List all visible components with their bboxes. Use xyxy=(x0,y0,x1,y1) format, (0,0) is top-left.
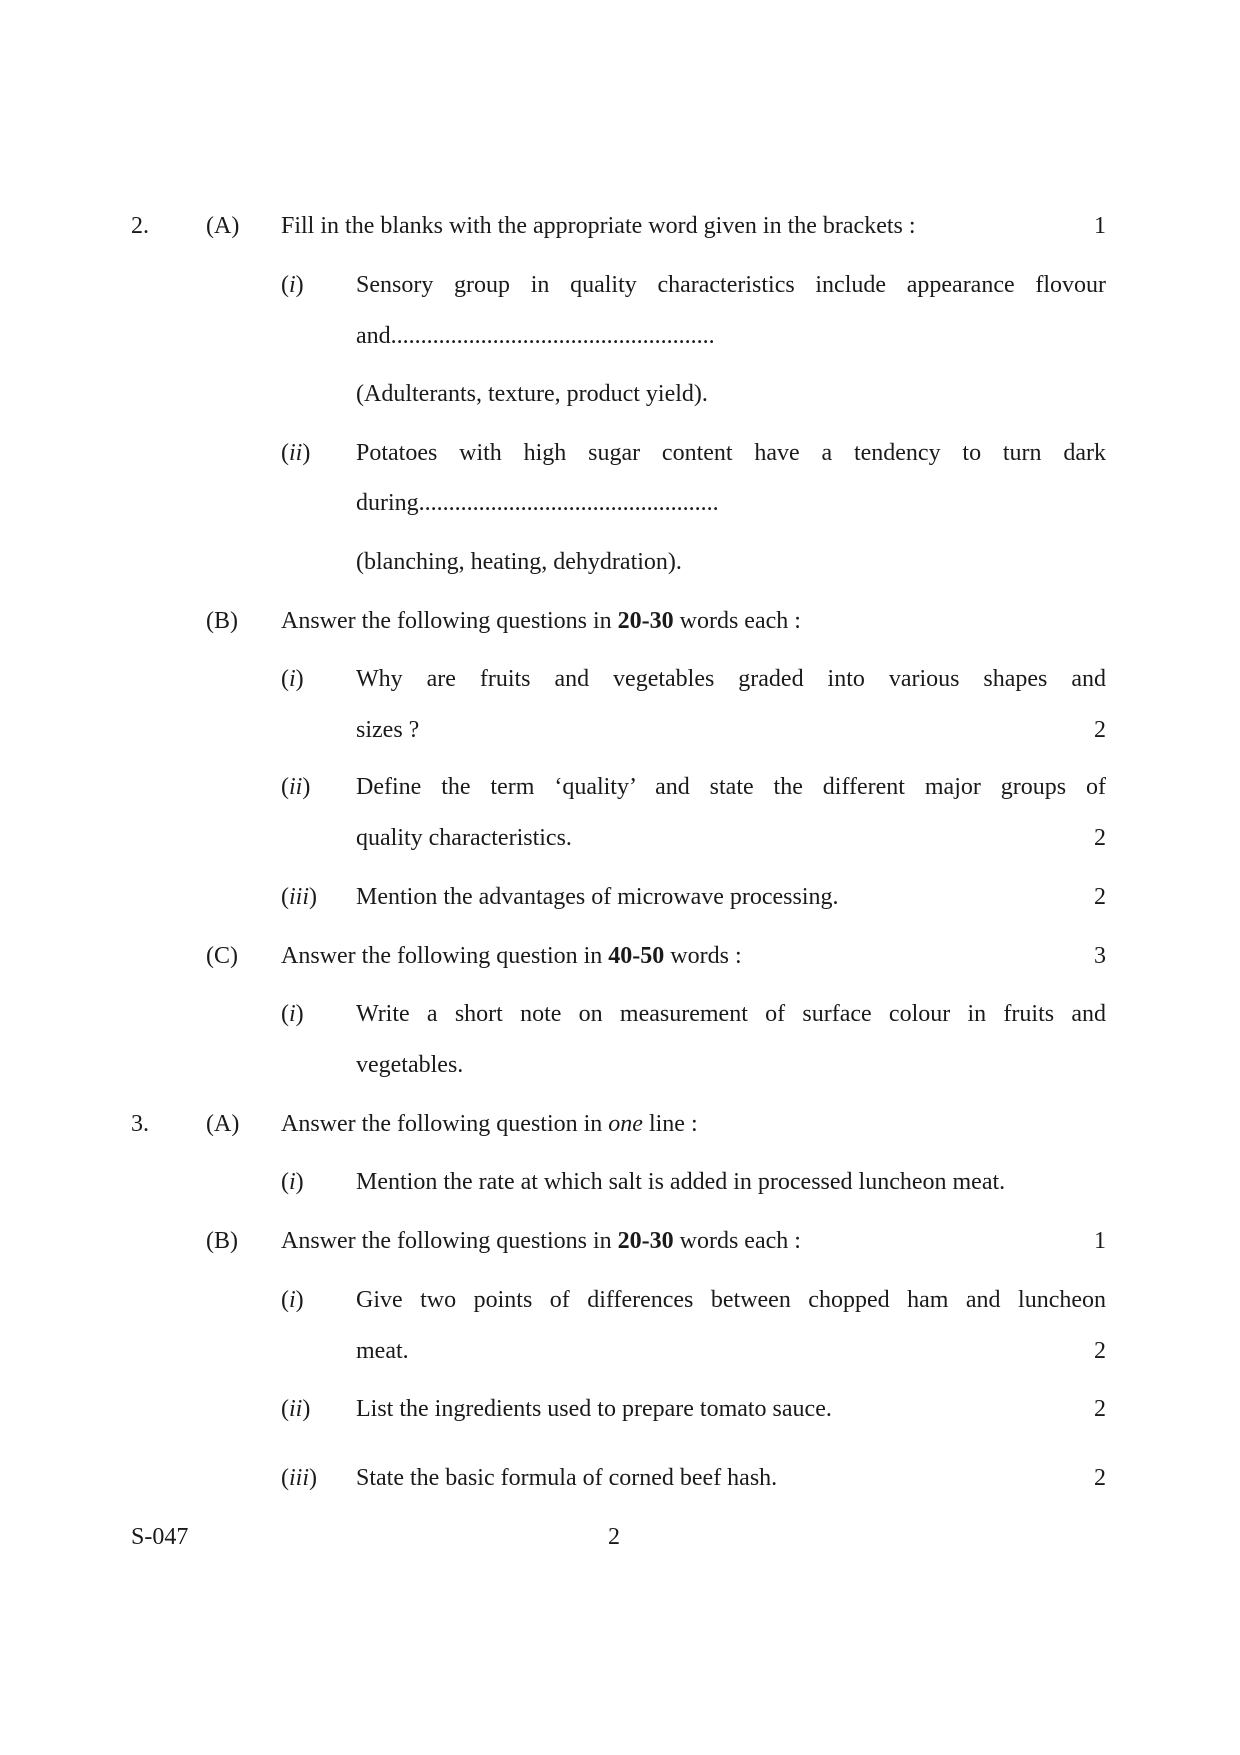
marks: 3 xyxy=(1094,943,1106,969)
options: (Adulterants, texture, product yield). xyxy=(356,381,708,407)
part-instruction: Answer the following question in one line : xyxy=(281,1111,698,1137)
part-label: (B) xyxy=(206,1228,238,1254)
question-text: List the ingredients used to prepare tomato sauce. xyxy=(356,1396,832,1422)
question-text: Potatoes with high sugar content have a tendency to turn dark xyxy=(356,440,1106,466)
marks: 2 xyxy=(1094,1396,1106,1422)
part-instruction: Answer the following question in 40-50 words : xyxy=(281,943,742,969)
blank-line: and...................................................... xyxy=(356,323,715,349)
question-text: sizes ? xyxy=(356,717,420,743)
marks: 2 xyxy=(1094,717,1106,743)
question-text: meat. xyxy=(356,1338,409,1364)
question-text: Give two points of differences between chopped ham and luncheon xyxy=(356,1287,1106,1313)
part-label: (A) xyxy=(206,213,240,239)
question-text: Write a short note on measurement of surface colour in fruits and xyxy=(356,1001,1106,1027)
page-number: 2 xyxy=(608,1524,620,1550)
paper-code: S-047 xyxy=(131,1524,189,1550)
question-number: 3. xyxy=(131,1111,149,1137)
question-text: State the basic formula of corned beef hash. xyxy=(356,1465,778,1491)
question-text: Why are fruits and vegetables graded into various shapes and xyxy=(356,666,1106,692)
part-label: (B) xyxy=(206,608,238,634)
sub-label: (i) xyxy=(281,272,304,298)
question-text: quality characteristics. xyxy=(356,825,572,851)
sub-label: (iii) xyxy=(281,1465,318,1491)
sub-label: (iii) xyxy=(281,884,318,910)
marks: 2 xyxy=(1094,825,1106,851)
question-text: Define the term ‘quality’ and state the different major groups of xyxy=(356,774,1106,800)
question-text: Mention the rate at which salt is added in processed luncheon meat. xyxy=(356,1169,1006,1195)
marks: 1 xyxy=(1094,1228,1106,1254)
question-number: 2. xyxy=(131,213,149,239)
marks: 2 xyxy=(1094,1338,1106,1364)
marks: 2 xyxy=(1094,1465,1106,1491)
marks: 2 xyxy=(1094,884,1106,910)
question-text: Sensory group in quality characteristics include appearance flovour xyxy=(356,272,1106,298)
blank-line: during.................................................. xyxy=(356,490,719,516)
sub-label: (i) xyxy=(281,666,304,692)
part-label: (A) xyxy=(206,1111,240,1137)
sub-label: (ii) xyxy=(281,440,311,466)
part-label: (C) xyxy=(206,943,238,969)
sub-label: (ii) xyxy=(281,774,311,800)
options: (blanching, heating, dehydration). xyxy=(356,549,682,575)
sub-label: (ii) xyxy=(281,1396,311,1422)
part-instruction: Fill in the blanks with the appropriate word given in the brackets : xyxy=(281,213,916,239)
sub-label: (i) xyxy=(281,1287,304,1313)
sub-label: (i) xyxy=(281,1001,304,1027)
sub-label: (i) xyxy=(281,1169,304,1195)
question-text: Mention the advantages of microwave processing. xyxy=(356,884,839,910)
marks: 1 xyxy=(1094,213,1106,239)
part-instruction: Answer the following questions in 20-30 words each : xyxy=(281,1228,801,1254)
part-instruction: Answer the following questions in 20-30 words each : xyxy=(281,608,801,634)
question-text: vegetables. xyxy=(356,1052,464,1078)
